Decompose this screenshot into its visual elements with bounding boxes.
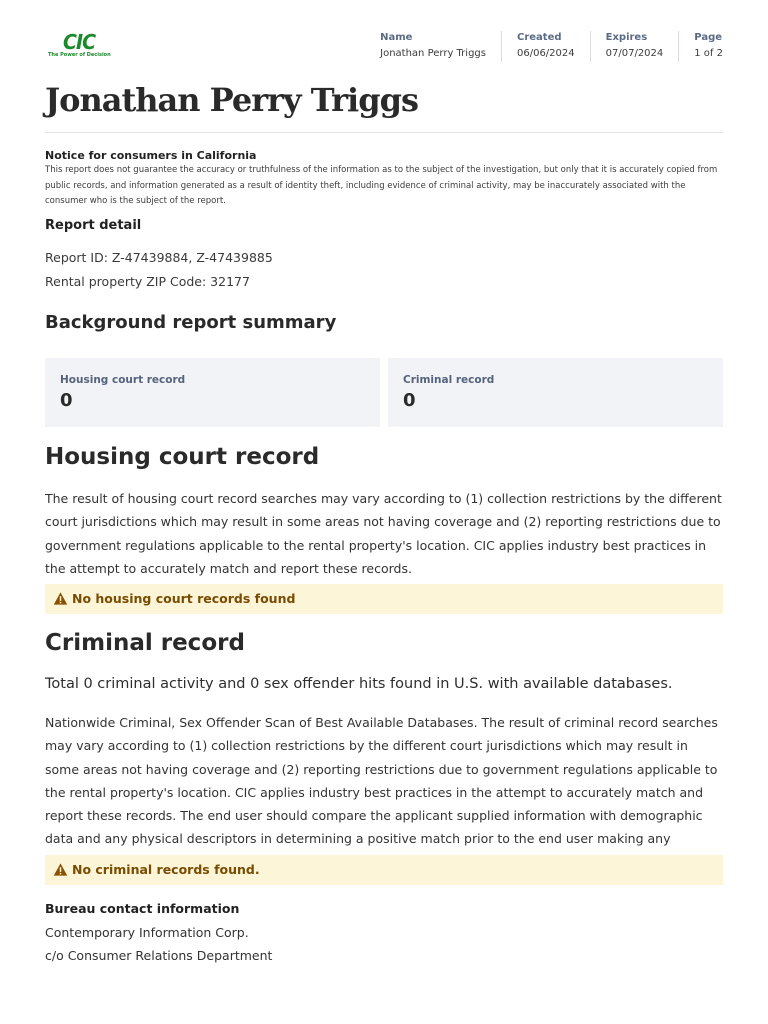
meta-expires-value: 07/07/2024 — [605, 48, 664, 59]
criminal-section-title: Criminal record — [45, 630, 245, 656]
notice-title: Notice for consumers in California — [45, 149, 257, 162]
summary-card-label: Criminal record — [403, 374, 495, 386]
logo-tagline: The Power of Decision — [48, 52, 111, 58]
notice-text: This report does not guarantee the accuracy or truthfulness of the information as to the subject of the investigation, but only that it is accurately copied from public records, and information generated as a result of identity theft, including evidence of criminal activity, may be inaccurately associated with the consumer who is the subject of the report. — [45, 165, 718, 206]
summary-title: Background report summary — [45, 312, 337, 333]
meta-expires-label: Expires — [605, 32, 648, 43]
summary-card-value: 0 — [403, 390, 416, 411]
summary-card-criminal — [388, 358, 723, 427]
meta-page-value: 1 of 2 — [694, 48, 723, 59]
logo-mark: CIC — [63, 30, 96, 54]
page-title: Jonathan Perry Triggs — [45, 81, 418, 119]
meta-created — [501, 31, 590, 62]
meta-name — [365, 31, 501, 62]
bureau-title: Bureau contact information — [45, 901, 240, 916]
title-divider — [45, 132, 723, 133]
criminal-summary-line: Total 0 criminal activity and 0 sex offender hits found in U.S. with available databases. — [45, 676, 673, 692]
meta-created-value: 06/06/2024 — [516, 48, 575, 59]
bureau-line: Contemporary Information Corp. — [45, 925, 249, 940]
summary-card-housing — [45, 358, 380, 427]
cic-logo — [48, 32, 118, 62]
rental-zip: Rental property ZIP Code: 32177 — [45, 274, 250, 289]
report-id: Report ID: Z-47439884, Z-47439885 — [45, 250, 273, 265]
meta-name-label: Name — [380, 32, 413, 43]
housing-section-title: Housing court record — [45, 444, 320, 470]
meta-expires — [590, 31, 679, 62]
report-detail-title: Report detail — [45, 218, 142, 233]
criminal-description: Nationwide Criminal, Sex Offender Scan of Best Available Databases. The result of criminal record searches may vary according to (1) collection restrictions by the different court jurisdictions which may result in some areas not having coverage and (2) reporting restrictions due to government regulations applicable to the rental property's location. CIC applies industry best practices in the attempt to accurately match and report these records. The end user should compare the applicant supplied information with demographic data and any physical descriptors in determining a positive match prior to the end user making any — [45, 715, 718, 847]
meta-page — [678, 31, 723, 62]
housing-alert-text: No housing court records found — [72, 591, 296, 606]
meta-page-label: Page — [694, 32, 723, 43]
warning-icon — [53, 862, 68, 877]
criminal-alert — [45, 855, 723, 885]
housing-alert — [45, 584, 723, 614]
summary-card-label: Housing court record — [60, 374, 186, 386]
criminal-alert-text: No criminal records found. — [72, 862, 260, 877]
bureau-line: c/o Consumer Relations Department — [45, 948, 273, 963]
report-meta — [365, 31, 723, 62]
meta-created-label: Created — [516, 32, 562, 43]
meta-name-value: Jonathan Perry Triggs — [380, 48, 486, 59]
housing-description: The result of housing court record searches may vary according to (1) collection restrictions by the different court jurisdictions which may result in some areas not having coverage and (2) reporting restrictions due to government regulations applicable to the rental property's location. CIC applies industry best practices in the attempt to accurately match and report these records. — [45, 491, 722, 576]
warning-icon — [53, 591, 68, 606]
summary-card-value: 0 — [60, 390, 73, 411]
